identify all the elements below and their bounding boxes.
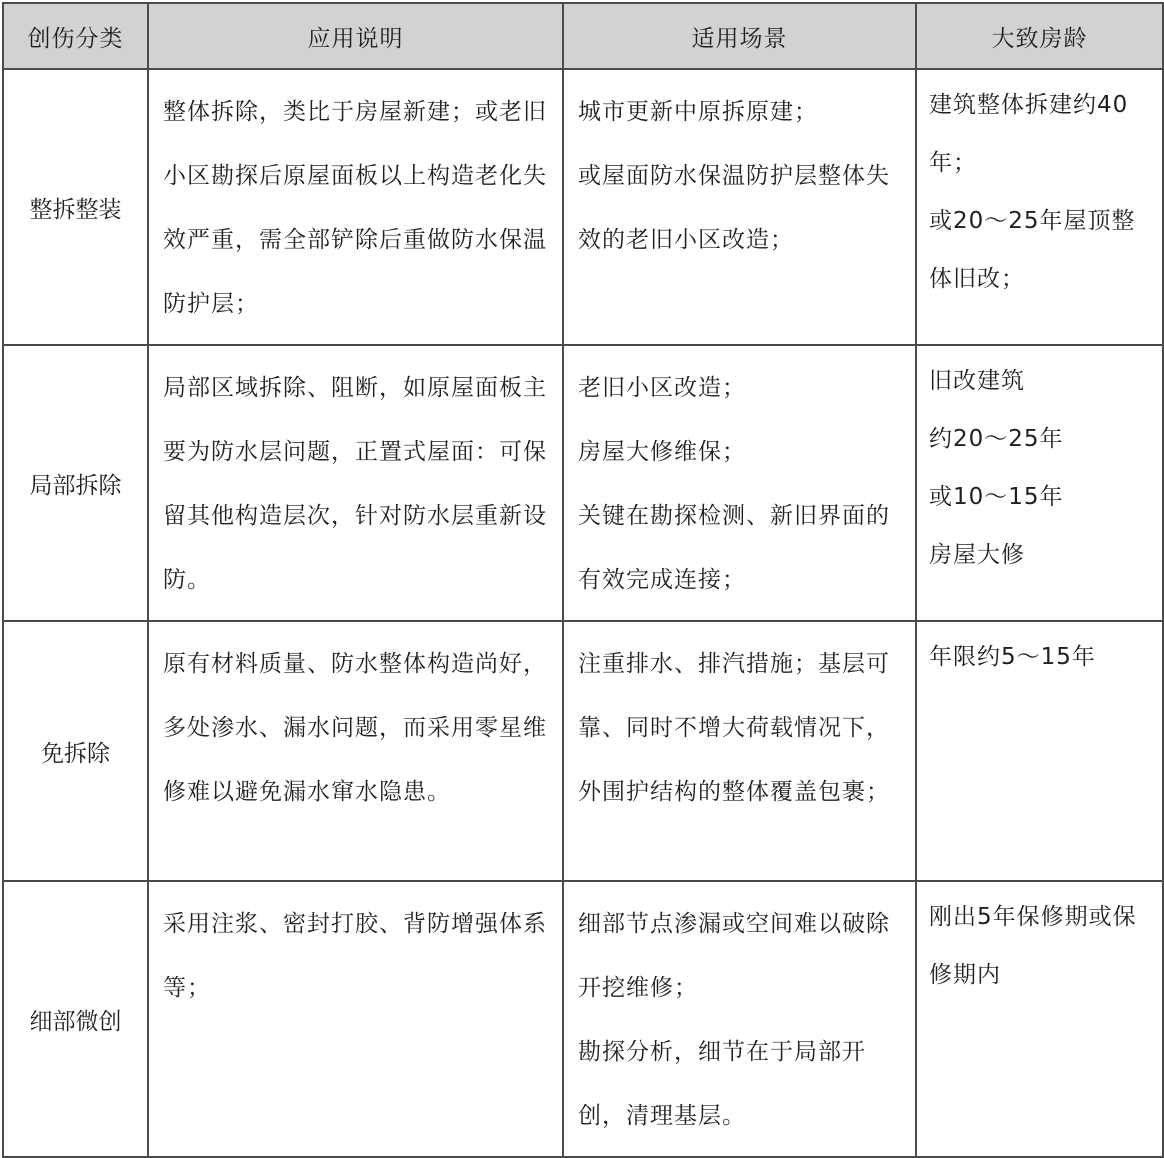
scenario-text: 勘探分析，细节在于局部开创，清理基层。 xyxy=(578,1039,866,1129)
row-scenario xyxy=(563,69,916,345)
age-text: 刚出5年保修期或保修期内 xyxy=(929,904,1137,988)
scenario-text: 细部节点渗漏或空间难以破除开挖维修； xyxy=(578,911,890,1001)
header-category: 创伤分类 xyxy=(3,3,148,69)
table-header-row xyxy=(3,3,1163,69)
header-age: 大致房龄 xyxy=(916,3,1163,69)
table-row xyxy=(3,621,1163,881)
scenario-text: 或屋面防水保温防护层整体失效的老旧小区改造； xyxy=(578,163,890,253)
age-text: 建筑整体拆建约40年； xyxy=(929,92,1129,176)
row-description xyxy=(148,621,563,881)
row-age xyxy=(916,345,1163,621)
scenario-text: 房屋大修维保； xyxy=(578,439,746,465)
roof-renovation-table xyxy=(2,2,1164,1158)
description-text: 原有材料质量、防水整体构造尚好，多处渗水、漏水问题，而采用零星维修难以避免漏水窜水隐患。 xyxy=(163,651,547,805)
description-text: 采用注浆、密封打胶、背防增强体系等； xyxy=(163,911,547,1001)
row-category: 细部微创 xyxy=(3,881,148,1157)
row-category: 局部拆除 xyxy=(3,345,148,621)
age-text: 约20～25年 xyxy=(929,426,1064,452)
age-text: 旧改建筑 xyxy=(929,368,1025,394)
age-text: 房屋大修 xyxy=(929,542,1025,568)
header-scenario: 适用场景 xyxy=(563,3,916,69)
roof-renovation-table-container xyxy=(2,2,1162,1129)
row-category: 整拆整装 xyxy=(3,69,148,345)
row-category: 免拆除 xyxy=(3,621,148,881)
description-text: 整体拆除，类比于房屋新建；或老旧小区勘探后原屋面板以上构造老化失效严重，需全部铲除后重做防水保温防护层； xyxy=(163,99,547,317)
age-text: 或20～25年屋顶整体旧改； xyxy=(929,208,1136,292)
row-description xyxy=(148,345,563,621)
age-text: 或10～15年 xyxy=(929,484,1064,510)
row-scenario xyxy=(563,621,916,881)
description-text: 局部区域拆除、阻断，如原屋面板主要为防水层问题，正置式屋面：可保留其他构造层次，针对防水层重新设防。 xyxy=(163,375,547,593)
row-age xyxy=(916,621,1163,881)
scenario-text: 城市更新中原拆原建； xyxy=(578,99,818,125)
table-row xyxy=(3,69,1163,345)
row-age xyxy=(916,69,1163,345)
table-row xyxy=(3,345,1163,621)
scenario-text: 注重排水、排汽措施；基层可靠、同时不增大荷载情况下，外围护结构的整体覆盖包裹； xyxy=(578,651,890,805)
header-description: 应用说明 xyxy=(148,3,563,69)
row-scenario xyxy=(563,345,916,621)
scenario-text: 关键在勘探检测、新旧界面的有效完成连接； xyxy=(578,503,890,593)
row-description xyxy=(148,69,563,345)
scenario-text: 老旧小区改造； xyxy=(578,375,746,401)
age-text: 年限约5～15年 xyxy=(929,644,1096,670)
